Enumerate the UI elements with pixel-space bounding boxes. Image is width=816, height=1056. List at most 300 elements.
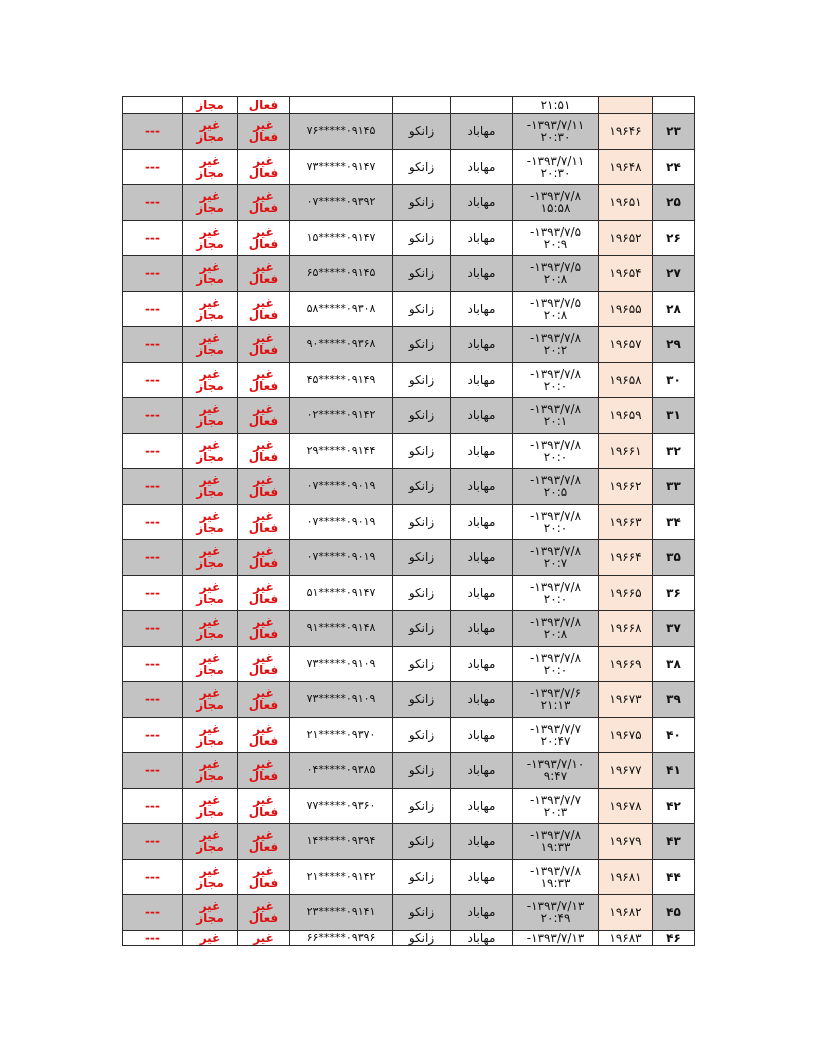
date-cell-line-2: ۲۰:۱ [543, 414, 568, 429]
company-cell: زانکو [393, 185, 451, 221]
phone-cell: ۰۹۰۱۹*****۰۷ [290, 469, 393, 505]
id-cell: ۱۹۶۵۷ [599, 327, 653, 363]
status-cell-line-1: غیر [253, 473, 274, 488]
access-cell: غیر [183, 930, 238, 945]
city-cell: مهاباد [451, 291, 513, 327]
access-cell-line-1: غیر [199, 508, 221, 523]
date-cell-line-1: ۱۳۹۳/۷/۵- [529, 224, 582, 239]
city-cell: مهاباد [451, 469, 513, 505]
access-cell-line-1: غیر [199, 224, 221, 239]
city-cell: مهاباد [451, 717, 513, 753]
id-cell: ۱۹۶۵۵ [599, 291, 653, 327]
date-cell-line-1: ۱۳۹۳/۷/۸- [529, 402, 582, 417]
status-cell-line-1: غیر [253, 118, 274, 133]
status-cell-line-2: فعال [248, 130, 279, 145]
extra-cell: --- [123, 646, 183, 682]
extra-cell: --- [123, 114, 183, 150]
access-cell-line-2: مجاز [196, 804, 224, 819]
status-cell [238, 362, 290, 398]
access-cell-line-2: مجاز [196, 165, 224, 180]
row-number-cell [653, 97, 695, 114]
table-row [123, 682, 695, 718]
status-cell [238, 788, 290, 824]
access-cell-line-1: غیر [199, 331, 221, 346]
phone-cell: ۰۹۱۴۷*****۵۱ [290, 575, 393, 611]
phone-cell: ۰۹۱۴۷*****۱۵ [290, 220, 393, 256]
access-cell [183, 824, 238, 860]
id-cell: ۱۹۶۷۳ [599, 682, 653, 718]
status-cell [238, 682, 290, 718]
access-cell [183, 895, 238, 931]
id-cell: ۱۹۶۶۳ [599, 504, 653, 540]
access-cell [183, 504, 238, 540]
row-number-cell: ۲۶ [653, 220, 695, 256]
extra-cell: --- [123, 433, 183, 469]
date-cell [513, 824, 599, 860]
city-cell: مهاباد [451, 398, 513, 434]
status-cell [238, 753, 290, 789]
city-cell: مهاباد [451, 185, 513, 221]
access-cell-line-2: مجاز [196, 378, 224, 393]
access-cell [183, 220, 238, 256]
phone-cell: ۰۹۰۱۹*****۰۷ [290, 504, 393, 540]
extra-cell: --- [123, 362, 183, 398]
company-cell: زانکو [393, 504, 451, 540]
status-cell: فعال [238, 97, 290, 114]
date-cell-line-2: ۲۰:۸ [543, 627, 568, 642]
access-cell-line-2: مجاز [196, 698, 224, 713]
date-cell [513, 682, 599, 718]
row-number-cell: ۲۴ [653, 149, 695, 185]
date-cell-line-1: ۱۳۹۳/۷/۸- [529, 544, 582, 559]
id-cell [599, 97, 653, 114]
date-cell-line-1: ۱۳۹۳/۷/۷- [529, 792, 582, 807]
id-cell: ۱۹۶۸۲ [599, 895, 653, 931]
date-cell-line-2: ۱۹:۳۳ [540, 840, 571, 855]
access-cell-line-1: غیر [199, 686, 221, 701]
company-cell: زانکو [393, 788, 451, 824]
extra-cell: --- [123, 859, 183, 895]
extra-cell: --- [123, 220, 183, 256]
table-body [123, 97, 695, 946]
phone-cell: ۰۹۳۶۰*****۷۷ [290, 788, 393, 824]
company-cell: زانکو [393, 753, 451, 789]
access-cell-line-2: مجاز [196, 414, 224, 429]
company-cell: زانکو [393, 433, 451, 469]
phone-cell: ۰۹۳۹۲*****۰۷ [290, 185, 393, 221]
status-cell-line-1: غیر [253, 615, 274, 630]
row-number-cell: ۴۰ [653, 717, 695, 753]
status-cell [238, 469, 290, 505]
table-row [123, 717, 695, 753]
row-number-cell: ۳۳ [653, 469, 695, 505]
extra-cell: --- [123, 185, 183, 221]
date-cell [513, 646, 599, 682]
date-cell-line-2: ۲۰:۵ [543, 485, 568, 500]
id-cell: ۱۹۶۵۲ [599, 220, 653, 256]
date-cell [513, 114, 599, 150]
id-cell: ۱۹۶۶۸ [599, 611, 653, 647]
status-cell-line-2: فعال [248, 840, 279, 855]
date-cell-line-2: ۲۰:۹ [543, 236, 568, 251]
phone-cell: ۰۹۳۹۶*****۶۶ [290, 930, 393, 945]
date-cell-line-1: ۱۳۹۳/۷/۸- [529, 828, 582, 843]
date-cell-line-2: ۱۵:۵۸ [540, 201, 571, 216]
date-cell [513, 220, 599, 256]
status-cell [238, 859, 290, 895]
status-cell [238, 611, 290, 647]
status-cell-line-2: فعال [248, 307, 279, 322]
date-cell-line-1: ۱۳۹۳/۷/۸- [529, 615, 582, 630]
date-cell-line-1: ۱۳۹۳/۷/۸- [529, 579, 582, 594]
company-cell: زانکو [393, 362, 451, 398]
table-row [123, 895, 695, 931]
phone-cell: ۰۹۱۴۹*****۴۵ [290, 362, 393, 398]
access-cell [183, 717, 238, 753]
city-cell [451, 97, 513, 114]
status-cell-line-2: فعال [248, 733, 279, 748]
table-row [123, 185, 695, 221]
access-cell-line-1: غیر [199, 544, 221, 559]
status-cell-line-1: غیر [253, 544, 274, 559]
access-cell-line-1: غیر [199, 899, 221, 914]
table-row [123, 788, 695, 824]
access-cell [183, 327, 238, 363]
phone-cell: ۰۹۰۱۹*****۰۷ [290, 540, 393, 576]
row-number-cell: ۲۹ [653, 327, 695, 363]
date-cell [513, 859, 599, 895]
extra-cell: --- [123, 504, 183, 540]
status-cell-line-1: غیر [253, 260, 274, 275]
status-cell [238, 327, 290, 363]
date-cell-line-2: ۲۰:۴۹ [540, 911, 571, 926]
status-cell-line-2: فعال [248, 556, 279, 571]
date-cell [513, 362, 599, 398]
phone-cell: ۰۹۱۴۴*****۲۹ [290, 433, 393, 469]
access-cell-line-2: مجاز [196, 449, 224, 464]
date-cell-line-2: ۲۱:۱۳ [540, 698, 571, 713]
access-cell [183, 185, 238, 221]
id-cell: ۱۹۶۴۸ [599, 149, 653, 185]
id-cell: ۱۹۶۵۴ [599, 256, 653, 292]
status-cell-line-2: فعال [248, 165, 279, 180]
status-cell [238, 540, 290, 576]
status-cell-line-2: فعال [248, 698, 279, 713]
date-cell-line-2: ۲۰:۸ [543, 307, 568, 322]
row-number-cell: ۴۳ [653, 824, 695, 860]
access-cell [183, 575, 238, 611]
date-cell [513, 149, 599, 185]
status-cell-line-2: فعال [248, 911, 279, 926]
id-cell: ۱۹۶۷۹ [599, 824, 653, 860]
date-cell [513, 611, 599, 647]
extra-cell: --- [123, 788, 183, 824]
access-cell-line-2: مجاز [196, 556, 224, 571]
table-row-partial-bottom [123, 930, 695, 945]
status-cell-line-1: غیر [253, 579, 274, 594]
company-cell: زانکو [393, 682, 451, 718]
status-cell [238, 220, 290, 256]
date-cell-line-1: ۱۳۹۳/۷/۷- [529, 721, 582, 736]
table-row [123, 753, 695, 789]
table-row [123, 646, 695, 682]
status-cell [238, 824, 290, 860]
id-cell: ۱۹۶۷۸ [599, 788, 653, 824]
access-cell [183, 398, 238, 434]
status-cell-line-2: فعال [248, 485, 279, 500]
access-cell-line-1: غیر [199, 792, 221, 807]
date-cell [513, 433, 599, 469]
id-cell: ۱۹۶۶۱ [599, 433, 653, 469]
phone-cell: ۰۹۱۴۸*****۹۱ [290, 611, 393, 647]
status-cell-line-1: غیر [253, 686, 274, 701]
date-cell-line-2: ۲۰:۰ [543, 591, 568, 606]
row-number-cell: ۳۲ [653, 433, 695, 469]
phone-cell: ۰۹۳۰۸*****۵۸ [290, 291, 393, 327]
id-cell: ۱۹۶۷۷ [599, 753, 653, 789]
phone-cell: ۰۹۱۰۹*****۷۳ [290, 682, 393, 718]
table-row [123, 540, 695, 576]
phone-cell: ۰۹۱۴۲*****۰۲ [290, 398, 393, 434]
phone-cell [290, 97, 393, 114]
date-cell-line-1: ۱۳۹۳/۷/۱۱- [526, 153, 585, 168]
status-cell-line-2: فعال [248, 343, 279, 358]
date-cell [513, 895, 599, 931]
access-cell-line-1: غیر [199, 189, 221, 204]
table-row [123, 256, 695, 292]
access-cell [183, 149, 238, 185]
date-cell-line-1: ۱۳۹۳/۷/۸- [529, 366, 582, 381]
id-cell: ۱۹۶۷۵ [599, 717, 653, 753]
company-cell: زانکو [393, 824, 451, 860]
status-cell [238, 895, 290, 931]
records-table [122, 96, 695, 946]
row-number-cell: ۳۷ [653, 611, 695, 647]
date-cell [513, 327, 599, 363]
company-cell: زانکو [393, 256, 451, 292]
status-cell [238, 291, 290, 327]
status-cell [238, 575, 290, 611]
access-cell [183, 433, 238, 469]
status-cell-line-1: غیر [253, 402, 274, 417]
date-cell [513, 575, 599, 611]
access-cell [183, 256, 238, 292]
date-cell [513, 256, 599, 292]
status-cell [238, 256, 290, 292]
date-cell-line-1: ۱۳۹۳/۷/۵- [529, 295, 582, 310]
city-cell: مهاباد [451, 504, 513, 540]
extra-cell: --- [123, 824, 183, 860]
extra-cell: --- [123, 327, 183, 363]
access-cell-line-1: غیر [199, 437, 221, 452]
company-cell: زانکو [393, 717, 451, 753]
status-cell [238, 504, 290, 540]
access-cell [183, 753, 238, 789]
access-cell-line-1: غیر [199, 118, 221, 133]
date-cell-line-2: ۹:۴۷ [543, 769, 568, 784]
access-cell-line-2: مجاز [196, 520, 224, 535]
access-cell [183, 788, 238, 824]
row-number-cell: ۳۸ [653, 646, 695, 682]
status-cell-line-2: فعال [248, 272, 279, 287]
access-cell-line-2: مجاز [196, 875, 224, 890]
company-cell: زانکو [393, 930, 451, 945]
table-row [123, 149, 695, 185]
company-cell: زانکو [393, 291, 451, 327]
row-number-cell: ۲۳ [653, 114, 695, 150]
access-cell-line-1: غیر [199, 153, 221, 168]
row-number-cell: ۳۶ [653, 575, 695, 611]
id-cell: ۱۹۶۶۴ [599, 540, 653, 576]
extra-cell: --- [123, 540, 183, 576]
company-cell: زانکو [393, 149, 451, 185]
date-cell-line-1: ۱۳۹۳/۷/۸- [529, 189, 582, 204]
city-cell: مهاباد [451, 895, 513, 931]
phone-cell: ۰۹۱۰۹*****۷۳ [290, 646, 393, 682]
row-number-cell: ۲۸ [653, 291, 695, 327]
status-cell-line-1: غیر [253, 437, 274, 452]
access-cell-line-1: غیر [199, 828, 221, 843]
phone-cell: ۰۹۱۴۵*****۶۵ [290, 256, 393, 292]
access-cell-line-2: مجاز [196, 911, 224, 926]
status-cell-line-1: غیر [253, 721, 274, 736]
date-cell-line-1: ۱۳۹۳/۷/۸- [529, 863, 582, 878]
access-cell [183, 114, 238, 150]
id-cell: ۱۹۶۵۱ [599, 185, 653, 221]
company-cell: زانکو [393, 398, 451, 434]
access-cell-line-2: مجاز [196, 485, 224, 500]
date-cell-line-2: ۲۰:۷ [543, 556, 568, 571]
status-cell-line-1: غیر [253, 792, 274, 807]
access-cell-line-1: غیر [199, 615, 221, 630]
access-cell-line-1: غیر [199, 260, 221, 275]
city-cell: مهاباد [451, 824, 513, 860]
extra-cell: --- [123, 753, 183, 789]
phone-cell: ۰۹۳۸۵*****۰۴ [290, 753, 393, 789]
company-cell: زانکو [393, 327, 451, 363]
status-cell-line-1: غیر [253, 899, 274, 914]
date-cell [513, 788, 599, 824]
table-row [123, 327, 695, 363]
status-cell-line-2: فعال [248, 449, 279, 464]
date-cell-line-1: ۱۳۹۳/۷/۱۱- [526, 118, 585, 133]
extra-cell: --- [123, 611, 183, 647]
access-cell: مجاز [183, 97, 238, 114]
row-number-cell: ۳۰ [653, 362, 695, 398]
date-cell-line-2: ۱۹:۳۳ [540, 875, 571, 890]
company-cell [393, 97, 451, 114]
status-cell: غیر [238, 930, 290, 945]
status-cell-line-1: غیر [253, 650, 274, 665]
city-cell: مهاباد [451, 362, 513, 398]
id-cell: ۱۹۶۵۹ [599, 398, 653, 434]
access-cell-line-2: مجاز [196, 201, 224, 216]
city-cell: مهاباد [451, 256, 513, 292]
table-row [123, 398, 695, 434]
id-cell: ۱۹۶۵۸ [599, 362, 653, 398]
extra-cell: --- [123, 398, 183, 434]
row-number-cell: ۳۱ [653, 398, 695, 434]
city-cell: مهاباد [451, 327, 513, 363]
city-cell: مهاباد [451, 753, 513, 789]
access-cell [183, 291, 238, 327]
table-row [123, 504, 695, 540]
row-number-cell: ۴۵ [653, 895, 695, 931]
row-number-cell: ۴۱ [653, 753, 695, 789]
date-cell [513, 753, 599, 789]
status-cell-line-2: فعال [248, 201, 279, 216]
id-cell: ۱۹۶۶۵ [599, 575, 653, 611]
date-cell [513, 504, 599, 540]
date-cell-line-2: ۲۰:۴۷ [540, 733, 571, 748]
access-cell [183, 611, 238, 647]
access-cell-line-1: غیر [199, 721, 221, 736]
access-cell-line-2: مجاز [196, 130, 224, 145]
city-cell: مهاباد [451, 433, 513, 469]
table-row [123, 433, 695, 469]
extra-cell: --- [123, 469, 183, 505]
extra-cell: --- [123, 717, 183, 753]
access-cell-line-1: غیر [199, 579, 221, 594]
date-cell-line-2: ۲۰:۰ [543, 520, 568, 535]
table-row [123, 611, 695, 647]
access-cell [183, 469, 238, 505]
row-number-cell: ۴۴ [653, 859, 695, 895]
date-cell-line-2: ۲۰:۳۰ [540, 165, 571, 180]
status-cell-line-2: فعال [248, 662, 279, 677]
table-row [123, 824, 695, 860]
access-cell-line-2: مجاز [196, 343, 224, 358]
access-cell [183, 540, 238, 576]
status-cell-line-2: فعال [248, 236, 279, 251]
id-cell: ۱۹۶۸۱ [599, 859, 653, 895]
table-row-partial-top [123, 97, 695, 114]
status-cell [238, 398, 290, 434]
status-cell [238, 433, 290, 469]
access-cell-line-2: مجاز [196, 236, 224, 251]
extra-cell: --- [123, 895, 183, 931]
city-cell: مهاباد [451, 646, 513, 682]
date-cell-line-2: ۲۰:۸ [543, 272, 568, 287]
access-cell-line-2: مجاز [196, 840, 224, 855]
status-cell-line-1: غیر [253, 757, 274, 772]
date-cell-line-1: ۱۳۹۳/۷/۸- [529, 473, 582, 488]
date-cell-line-1: ۱۳۹۳/۷/۶- [529, 686, 582, 701]
status-cell-line-1: غیر [253, 366, 274, 381]
company-cell: زانکو [393, 646, 451, 682]
row-number-cell: ۲۷ [653, 256, 695, 292]
date-cell-line-1: ۱۳۹۳/۷/۸- [529, 331, 582, 346]
company-cell: زانکو [393, 114, 451, 150]
access-cell-line-1: غیر [199, 650, 221, 665]
access-cell [183, 682, 238, 718]
status-cell-line-2: فعال [248, 875, 279, 890]
date-cell-line-2: ۲۰:۰ [543, 449, 568, 464]
date-cell: ۲۱:۵۱ [513, 97, 599, 114]
row-number-cell: ۲۵ [653, 185, 695, 221]
row-number-cell: ۳۵ [653, 540, 695, 576]
access-cell-line-1: غیر [199, 863, 221, 878]
access-cell-line-2: مجاز [196, 662, 224, 677]
status-cell-line-1: غیر [253, 224, 274, 239]
access-cell-line-2: مجاز [196, 769, 224, 784]
city-cell: مهاباد [451, 220, 513, 256]
phone-cell: ۰۹۳۶۸*****۹۰ [290, 327, 393, 363]
extra-cell: --- [123, 256, 183, 292]
table-row [123, 859, 695, 895]
status-cell-line-2: فعال [248, 414, 279, 429]
status-cell-line-2: فعال [248, 378, 279, 393]
